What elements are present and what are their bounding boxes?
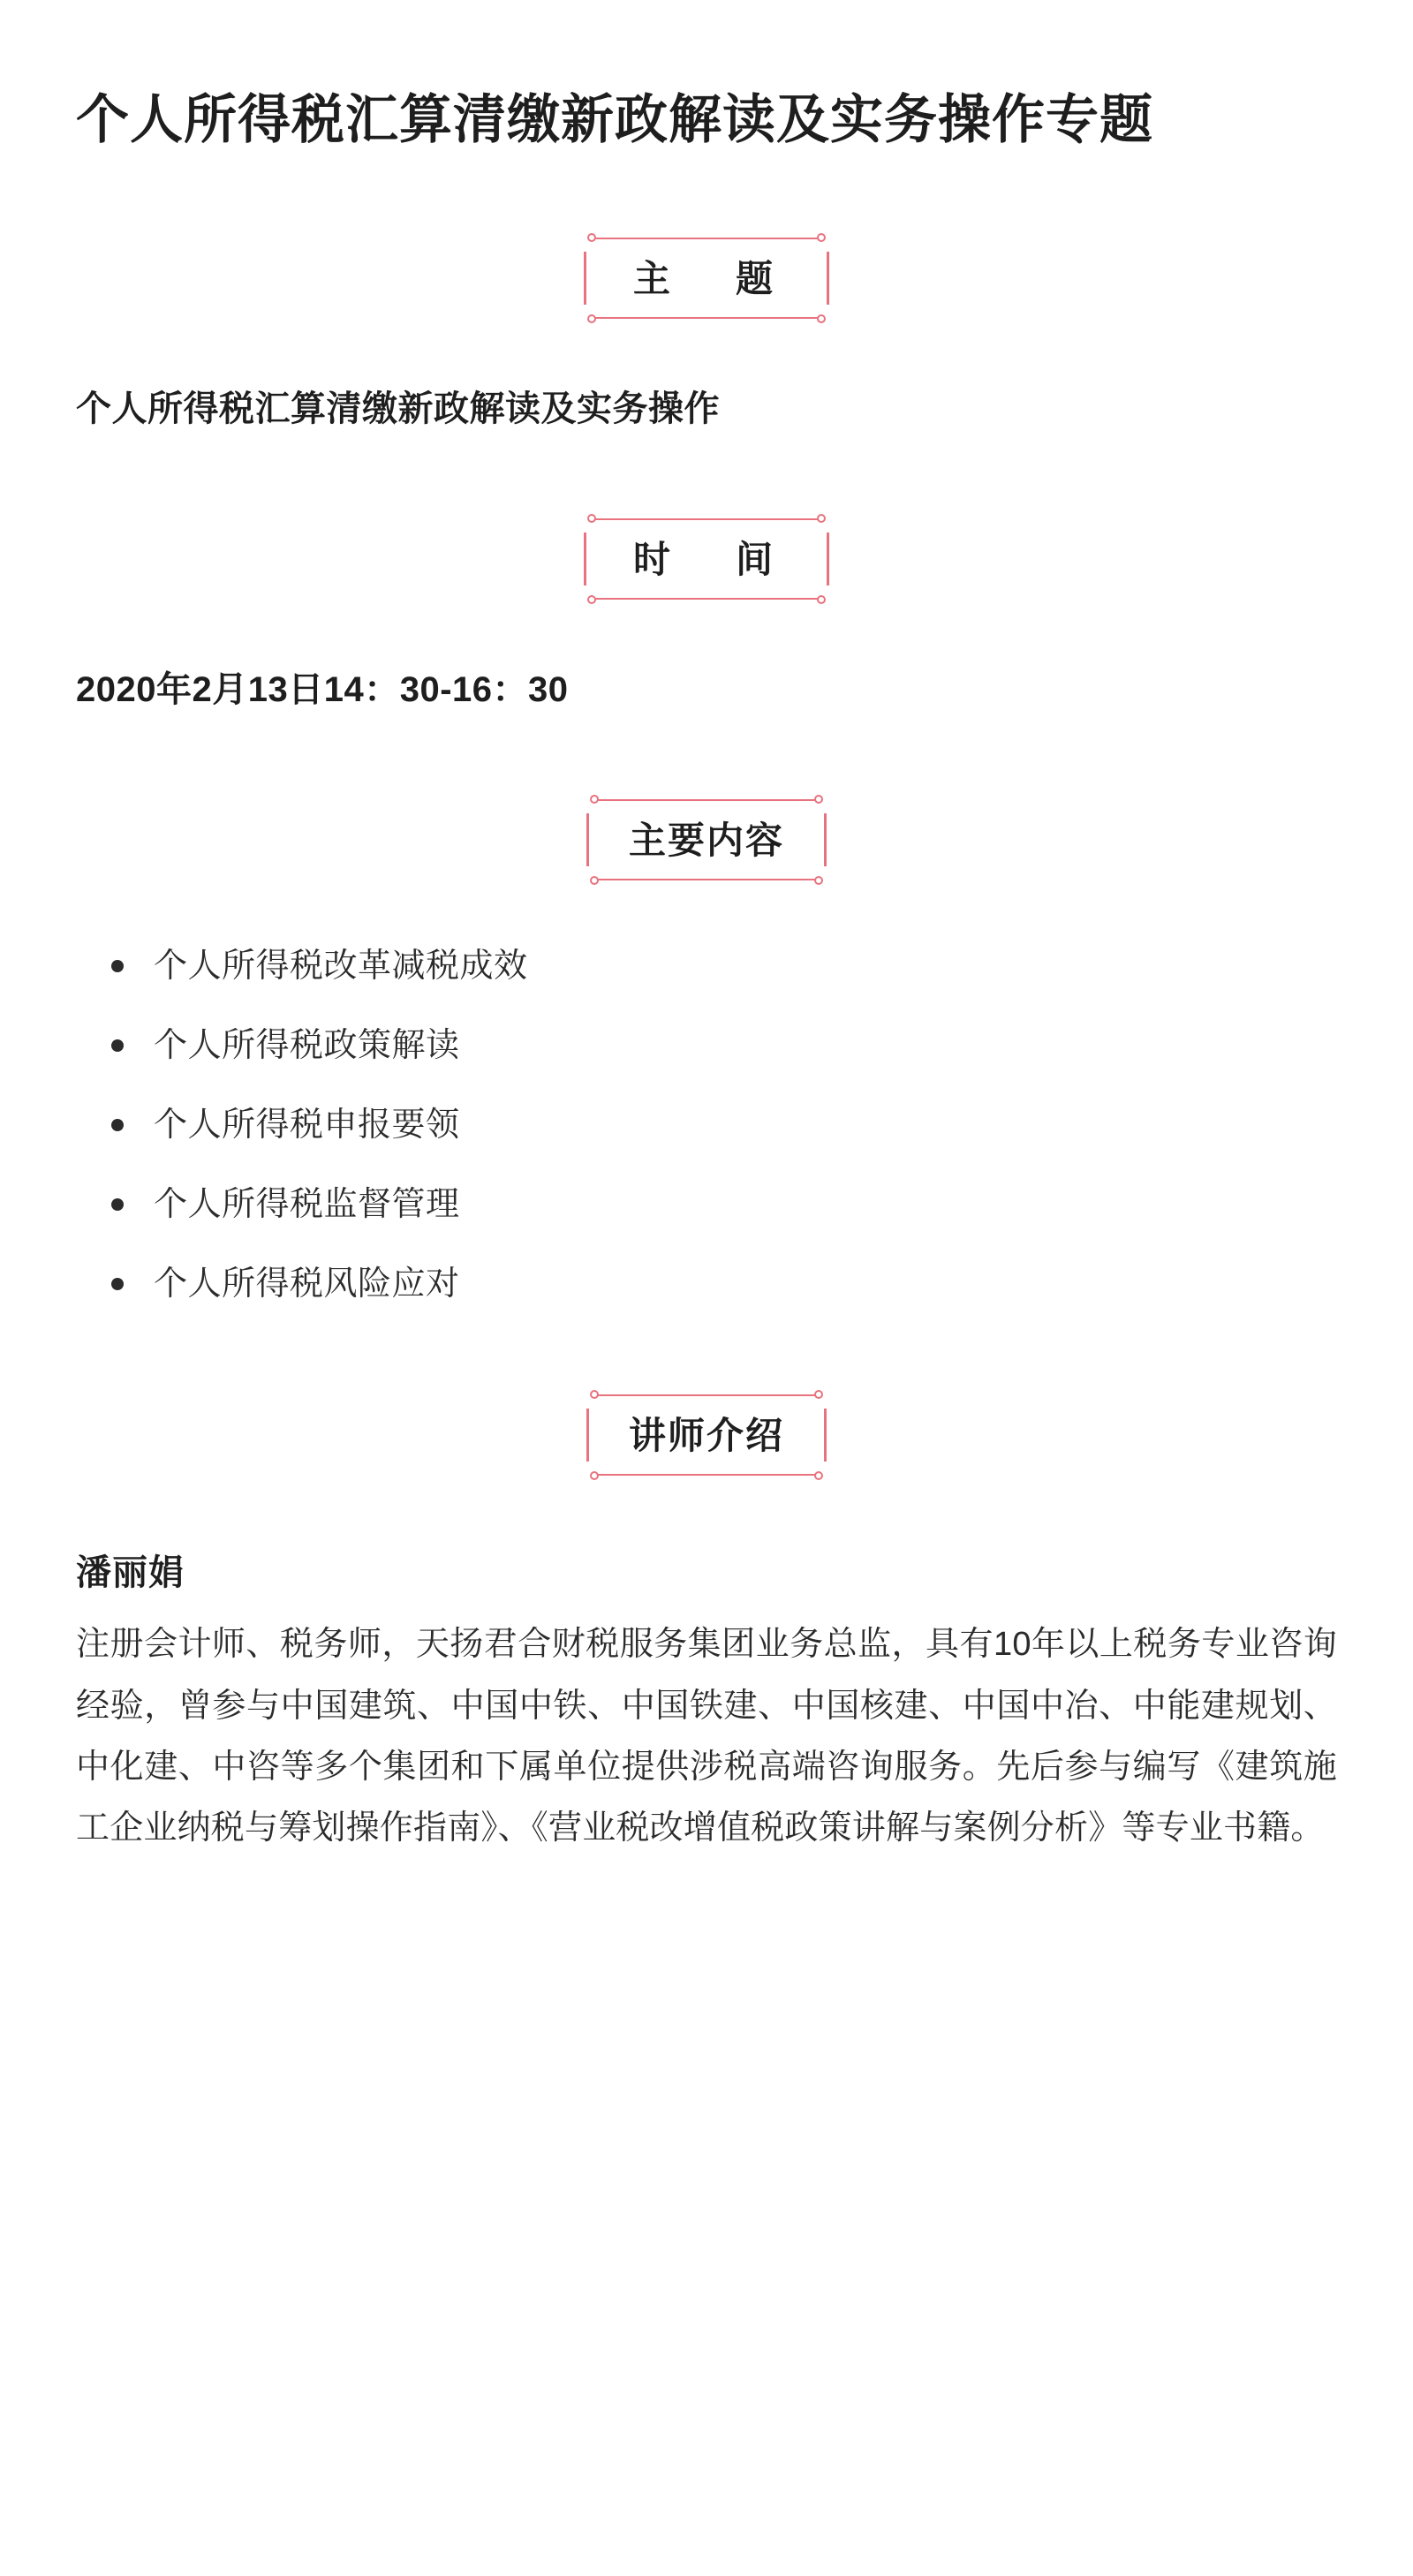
badge-line-top (595, 1394, 818, 1396)
badge-dot-top-left (587, 233, 596, 242)
badge-dot-top-right (814, 795, 823, 804)
lecturer-name: 潘丽娟 (76, 1553, 185, 1593)
badge-bar-right (827, 252, 829, 305)
badge-dot-bottom-right (814, 876, 823, 885)
section-badge-contents (76, 799, 1337, 880)
badge-dot-top-right (817, 233, 826, 242)
badge-frame (583, 1394, 830, 1476)
badge-line-bottom (595, 1474, 818, 1476)
list-item: 个人所得税政策解读 (92, 1020, 1337, 1072)
badge-dot-top-left (590, 795, 599, 804)
lecturer-bio: 注册会计师、税务师，天扬君合财税服务集团业务总监，具有10年以上税务专业咨询经验，曾参与中国建筑、中国中铁、中国铁建、中国核建、中国中冶、中能建规划、中化建、中咨等多个集团和下属单位提供涉税高端咨询服务。先后参与编写《建筑施工企业纳税与筹划操作指南》、《营业税改增值税政策讲解与案例分析》等专业书籍。 (76, 1626, 1337, 1847)
badge-label-contents: 主要内容 (628, 820, 784, 861)
badge-line-top (593, 518, 820, 520)
badge-line-bottom (593, 598, 820, 600)
badge-label-topic: 主 题 (632, 258, 787, 299)
badge-dot-top-right (817, 514, 826, 523)
page-title: 个人所得税汇算清缴新政解读及实务操作专题 (76, 90, 1153, 149)
badge-bar-left (584, 252, 586, 305)
badge-bar-left (586, 813, 589, 866)
contents-list (76, 941, 1337, 1310)
badge-bar-right (824, 813, 827, 866)
topic-content: 个人所得税汇算清缴新政解读及实务操作 (76, 389, 720, 428)
badge-line-bottom (595, 879, 818, 880)
time-content: 2020年2月13日14：30-16：30 (76, 670, 569, 709)
badge-frame (580, 238, 833, 319)
badge-dot-top-left (587, 514, 596, 523)
badge-dot-bottom-left (590, 1471, 599, 1480)
badge-bar-right (827, 533, 829, 585)
badge-dot-top-right (814, 1390, 823, 1399)
section-badge-time (76, 518, 1337, 600)
list-item: 个人所得税监督管理 (92, 1179, 1337, 1231)
section-badge-lecturer (76, 1394, 1337, 1476)
badge-frame (583, 799, 830, 880)
badge-dot-bottom-right (814, 1471, 823, 1480)
badge-line-bottom (593, 317, 820, 319)
badge-dot-bottom-left (587, 314, 596, 323)
badge-label-time: 时 间 (632, 539, 787, 580)
badge-dot-bottom-left (587, 595, 596, 604)
section-badge-topic (76, 238, 1337, 319)
list-item: 个人所得税风险应对 (92, 1258, 1337, 1311)
list-item: 个人所得税申报要领 (92, 1099, 1337, 1152)
badge-dot-bottom-right (817, 595, 826, 604)
badge-bar-left (584, 533, 586, 585)
badge-line-top (595, 799, 818, 801)
list-item: 个人所得税改革减税成效 (92, 941, 1337, 993)
badge-label-lecturer: 讲师介绍 (628, 1415, 784, 1457)
badge-dot-top-left (590, 1390, 599, 1399)
badge-line-top (593, 238, 820, 239)
badge-dot-bottom-left (590, 876, 599, 885)
badge-frame (580, 518, 833, 600)
badge-dot-bottom-right (817, 314, 826, 323)
badge-bar-left (586, 1409, 589, 1462)
badge-bar-right (824, 1409, 827, 1462)
